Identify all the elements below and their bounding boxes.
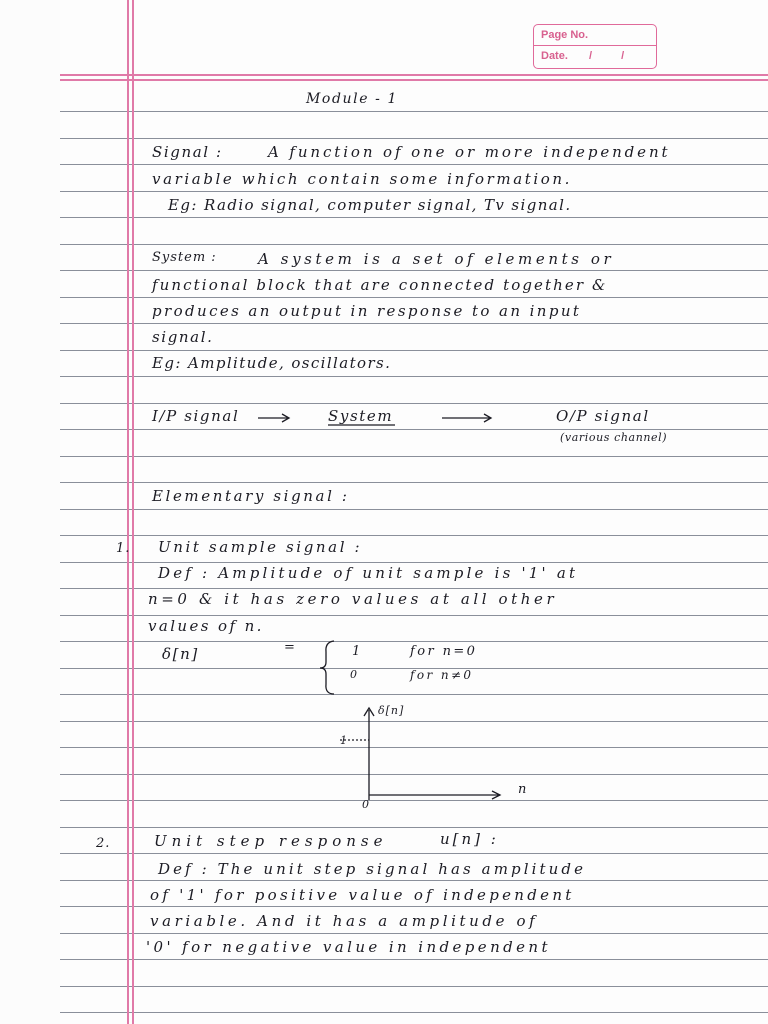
case-condition: for n=0 (410, 644, 478, 659)
system-def-line: produces an output in response to an input (152, 302, 582, 320)
graph-y-label: δ[n] (378, 704, 405, 717)
item-def-line: values of n. (148, 617, 264, 635)
page-title: Module - 1 (306, 91, 399, 107)
case-value: 0 (350, 668, 358, 681)
section-heading: Elementary signal : (152, 487, 350, 505)
item-def-line: of '1' for positive value of independent (150, 886, 575, 904)
graph-unit-label: 1 (340, 734, 348, 747)
item-def-line: variable. And it has a amplitude of (150, 912, 539, 930)
date-separator: / (588, 50, 593, 62)
graph-x-label: n (518, 782, 528, 797)
system-def-line: functional block that are connected together & (152, 276, 608, 294)
system-def-line: signal. (152, 328, 214, 346)
item-title-symbol: u[n] : (440, 830, 499, 848)
date-separator: / (621, 50, 625, 62)
signal-def-line: A function of one or more independent (268, 143, 671, 161)
signal-def-line: variable which contain some information. (152, 170, 573, 188)
system-term: System : (152, 250, 217, 265)
signal-term: Signal : (152, 143, 223, 161)
brace (320, 641, 334, 694)
system-example: Eg: Amplitude, oscillators. (152, 354, 392, 372)
system-def-line: A system is a set of elements or (258, 250, 615, 268)
graph-origin-label: 0 (362, 798, 370, 811)
page-no-label: Page No. (534, 25, 656, 46)
item-def-line: '0' for negative value in independent (146, 938, 551, 956)
item-number: 1. (116, 541, 131, 556)
item-def-line: n=0 & it has zero values at all other (148, 590, 558, 608)
item-number: 2. (96, 836, 111, 851)
signal-example: Eg: Radio signal, computer signal, Tv signal. (168, 196, 572, 214)
formula-equals: = (284, 640, 296, 655)
item-title: Unit sample signal : (158, 538, 363, 556)
date-label: Date. (541, 50, 568, 62)
case-condition: for n≠0 (410, 668, 474, 682)
case-value: 1 (352, 644, 362, 659)
item-def-line: Def : The unit step signal has amplitude (158, 860, 587, 878)
flow-note: (various channel) (560, 431, 668, 444)
item-def-line: Def : Amplitude of unit sample is '1' at (158, 564, 579, 582)
flow-system: System (328, 407, 394, 425)
item-title: Unit step response (154, 832, 388, 850)
flow-input: I/P signal (152, 407, 240, 425)
formula-lhs: δ[n] (162, 645, 199, 663)
flow-output: O/P signal (556, 407, 650, 425)
